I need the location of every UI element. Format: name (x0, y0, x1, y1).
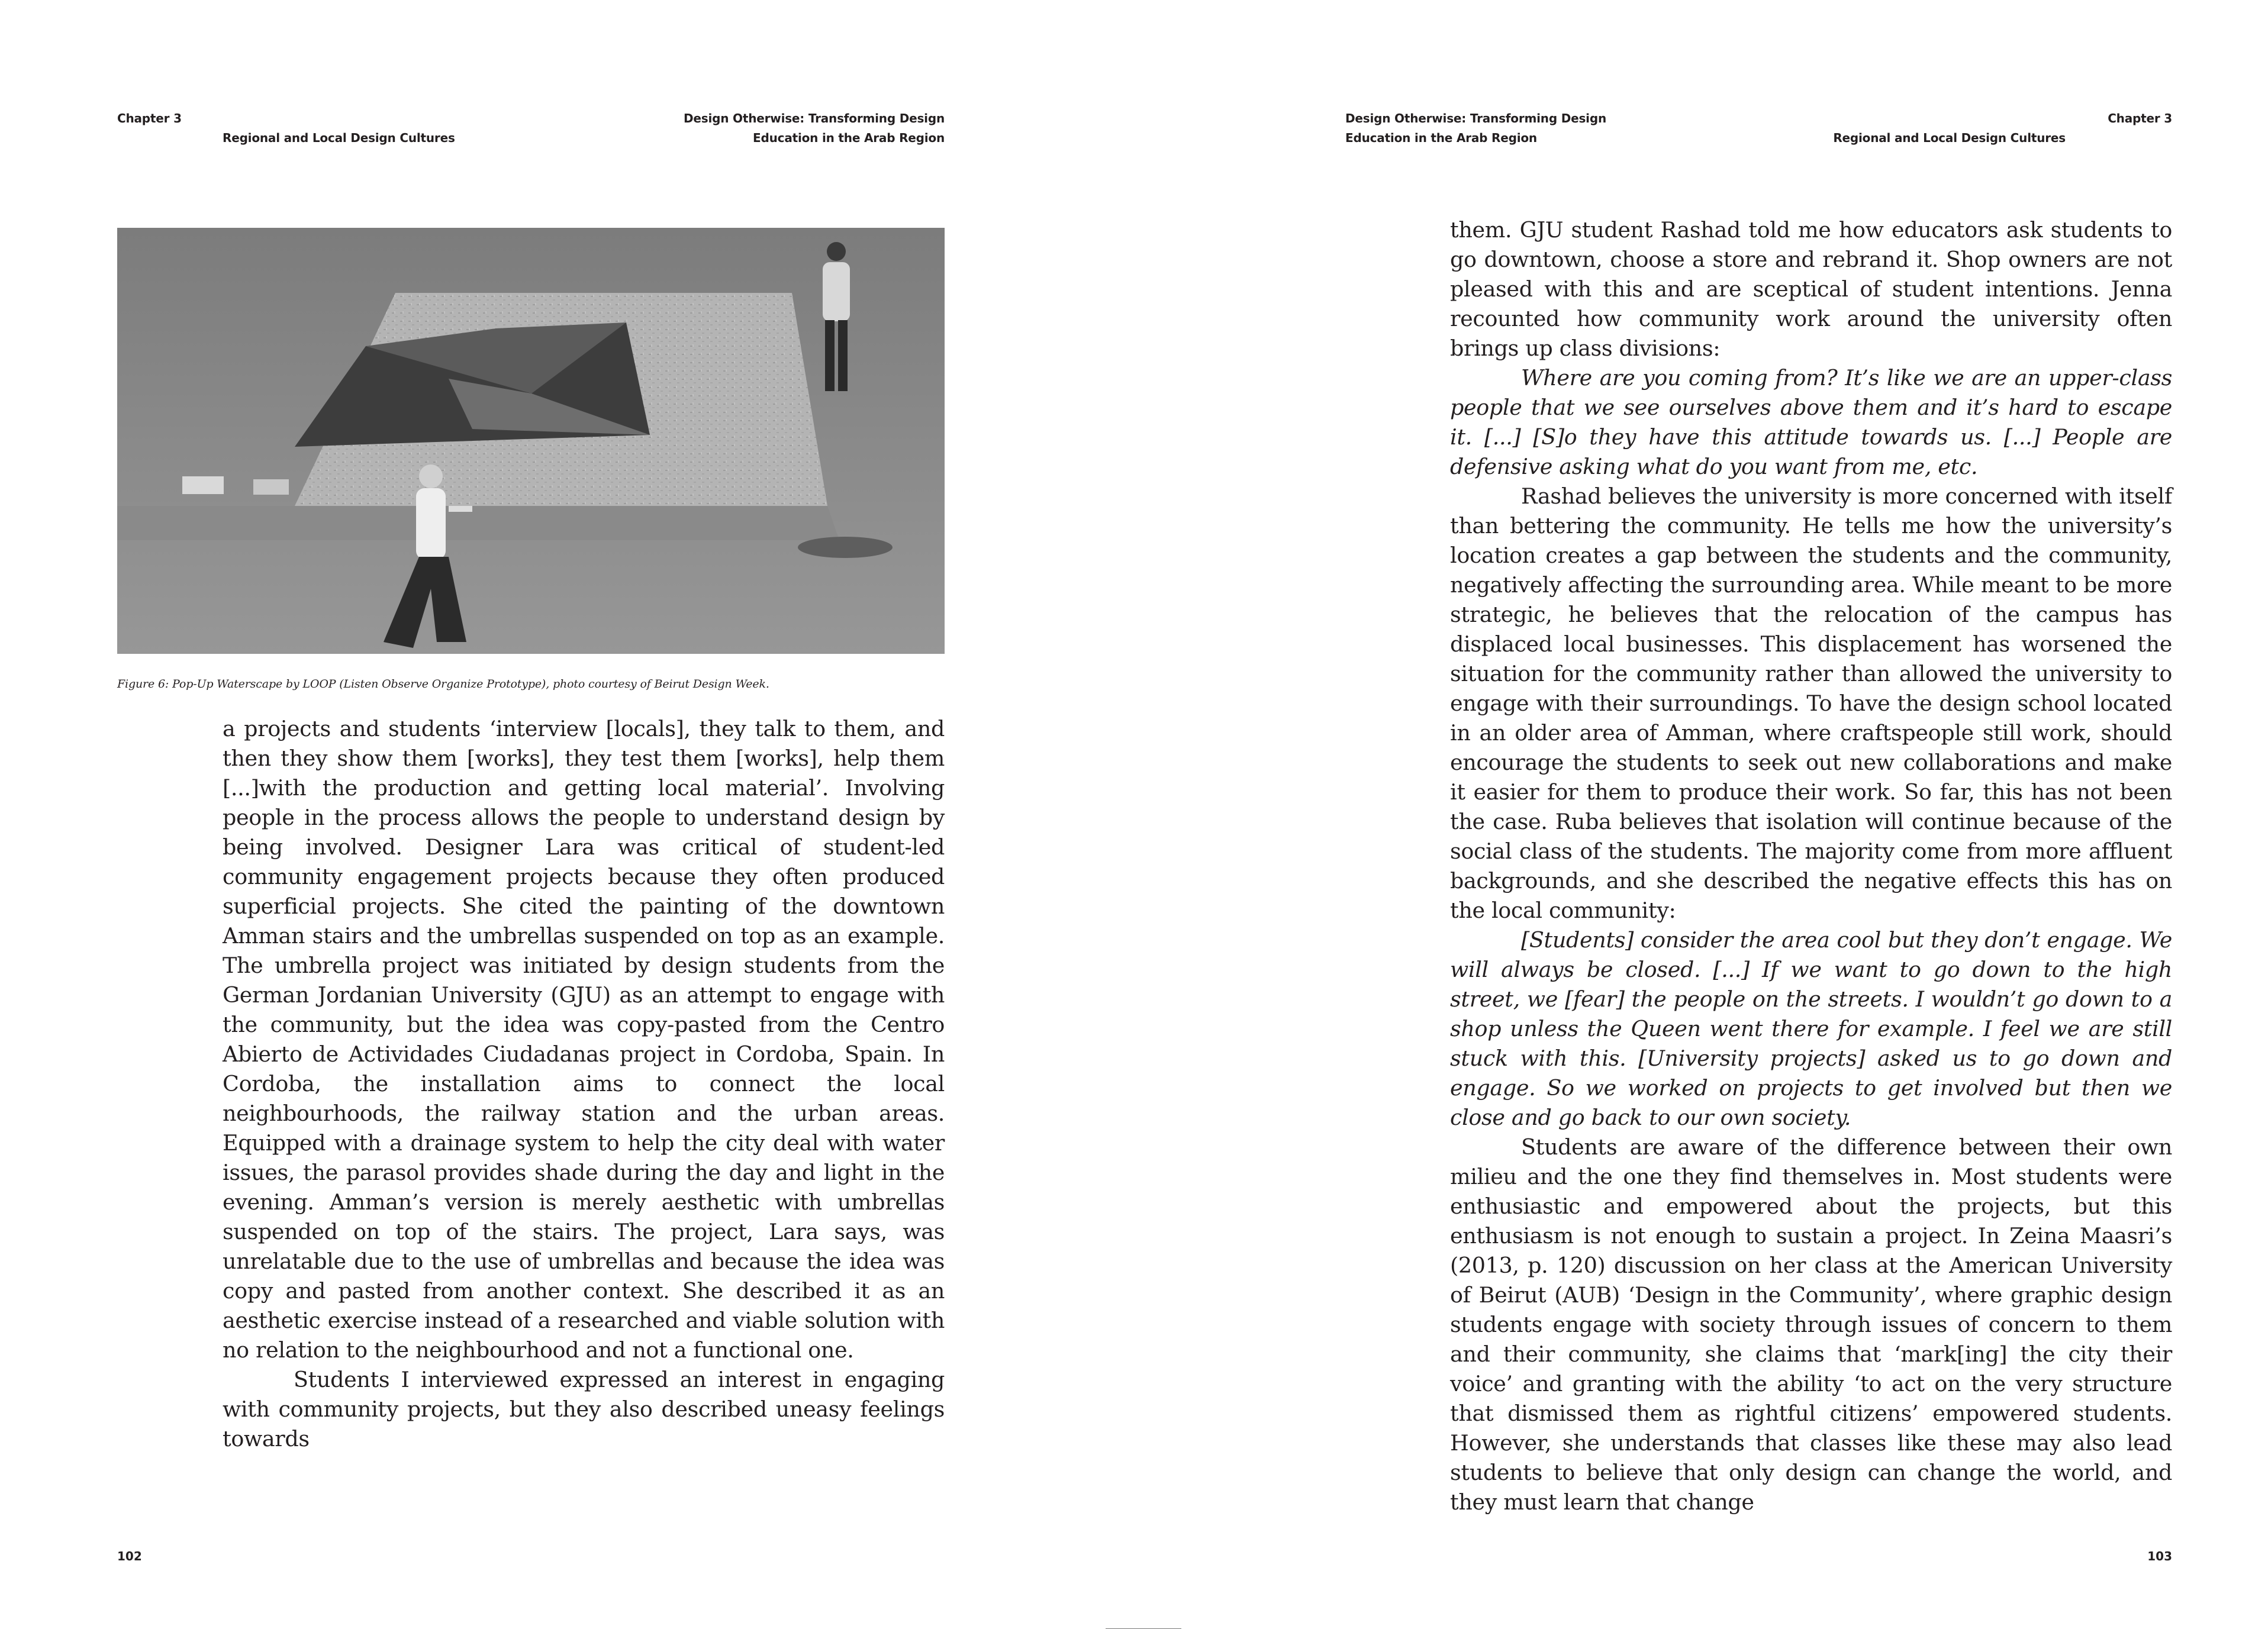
figure-caption: Figure 6: Pop-Up Waterscape by LOOP (Listen Observe Organize Prototype), photo courtesy of Beirut Design Week. (117, 678, 769, 691)
right-paragraph-1: them. GJU student Rashad told me how educators ask students to go downtown, choose a store and rebrand it. Shop owners are not pleased with this and are sceptical of student intentions. Jenna recounted how community work around the university often brings up class divisions: (1450, 217, 2172, 361)
left-book-title-line1: Design Otherwise: Transforming Design (684, 111, 945, 125)
left-page-body (223, 714, 945, 1454)
right-page-number: 103 (2147, 1549, 2172, 1563)
left-section-label: Regional and Local Design Cultures (223, 131, 455, 145)
right-block-quote-1: Where are you coming from? It’s like we are an upper-class people that we see ourselves above them and it’s hard to escape it. [...] [S]o they have this attitude towards us. [...] People are defensive asking what do you want from me, etc. (1450, 365, 2172, 479)
left-chapter-label: Chapter 3 (117, 111, 182, 125)
right-block-quote-2: [Students] consider the area cool but they don’t engage. We will always be closed. [...] If we want to go down to the high street, we [fear] the people on the streets. I wouldn’t go down to a shop unless the Queen went there for example. I feel we are still stuck with this. [University projects] asked us to go down and engage. So we worked on projects to get involved but then we close and go back to our own society. (1450, 927, 2172, 1130)
figure-photo-pop-up-waterscape (117, 228, 945, 654)
left-page-number: 102 (117, 1549, 142, 1563)
left-book-title-line2: Education in the Arab Region (753, 131, 945, 145)
right-book-title-line1: Design Otherwise: Transforming Design (1345, 111, 1606, 125)
right-chapter-label: Chapter 3 (2108, 111, 2172, 125)
left-paragraph-1: a projects and students ‘interview [locals], they talk to them, and then they show them [works], they test them [works], help them [...]with the production and getting local material’. Involving people in the process allows the people to understand design by being involved. Designer Lara was critical of student-led community engagement projects because they often produced superficial projects. She cited the painting of the downtown Amman stairs and the umbrellas suspended on top as an example. The umbrella project was initiated by design students from the German Jordanian University (GJU) as an attempt to engage with the community, but the idea was copy-pasted from the Centro Abierto de Actividades Ciudadanas project in Cordoba, Spain. In Cordoba, the installation aims to connect the local neighbourhoods, the railway station and the urban areas. Equipped with a drainage system to help the city deal with water issues, the parasol provides shade during the day and light in the evening. Amman’s version is merely aesthetic with umbrellas suspended on top of the stairs. The project, Lara says, was unrelatable due to the use of umbrellas and because the idea was copy and pasted from another context. She described it as an aesthetic exercise instead of a researched and viable solution with no relation to the neighbourhood and not a functional one. (223, 716, 945, 1363)
right-paragraph-3: Students are aware of the difference between their own milieu and the one they find themselves in. Most students were enthusiastic and empowered about the projects, but this enthusiasm is not enough to sustain a project. In Zeina Maasri’s (2013, p. 120) discussion on her class at the American University of Beirut (AUB) ‘Design in the Community’, where graphic design students engage with society through issues of concern to them and their community, she claims that ‘mark[ing] the city their voice’ and granting with the ability ‘to act on the very structure that dismissed them as rightful citizens’ empowered students. However, she understands that classes like these may also lead students to believe that only design can change the world, and they must learn that change (1450, 1134, 2172, 1515)
right-book-title-line2: Education in the Arab Region (1345, 131, 1537, 145)
right-paragraph-2: Rashad believes the university is more concerned with itself than bettering the community. He tells me how the university’s location creates a gap between the students and the community, negatively affecting the surrounding area. While meant to be more strategic, he believes that the relocation of the campus has displaced local businesses. This displacement has worsened the situation for the community rather than allowed the university to engage with their surroundings. To have the design school located in an older area of Amman, where craftspeople still work, should encourage the students to seek out new collaborations and make it easier for them to produce their work. So far, this has not been the case. Ruba believes that isolation will continue because of the social class of the students. The majority come from more affluent backgrounds, and she described the negative effects this has on the local community: (1450, 483, 2172, 923)
right-section-label: Regional and Local Design Cultures (1833, 131, 2066, 145)
photo-illustration (117, 228, 945, 654)
right-page-body (1450, 215, 2172, 1517)
left-paragraph-2: Students I interviewed expressed an interest in engaging with community projects, but they also described uneasy feelings towards (223, 1367, 945, 1451)
